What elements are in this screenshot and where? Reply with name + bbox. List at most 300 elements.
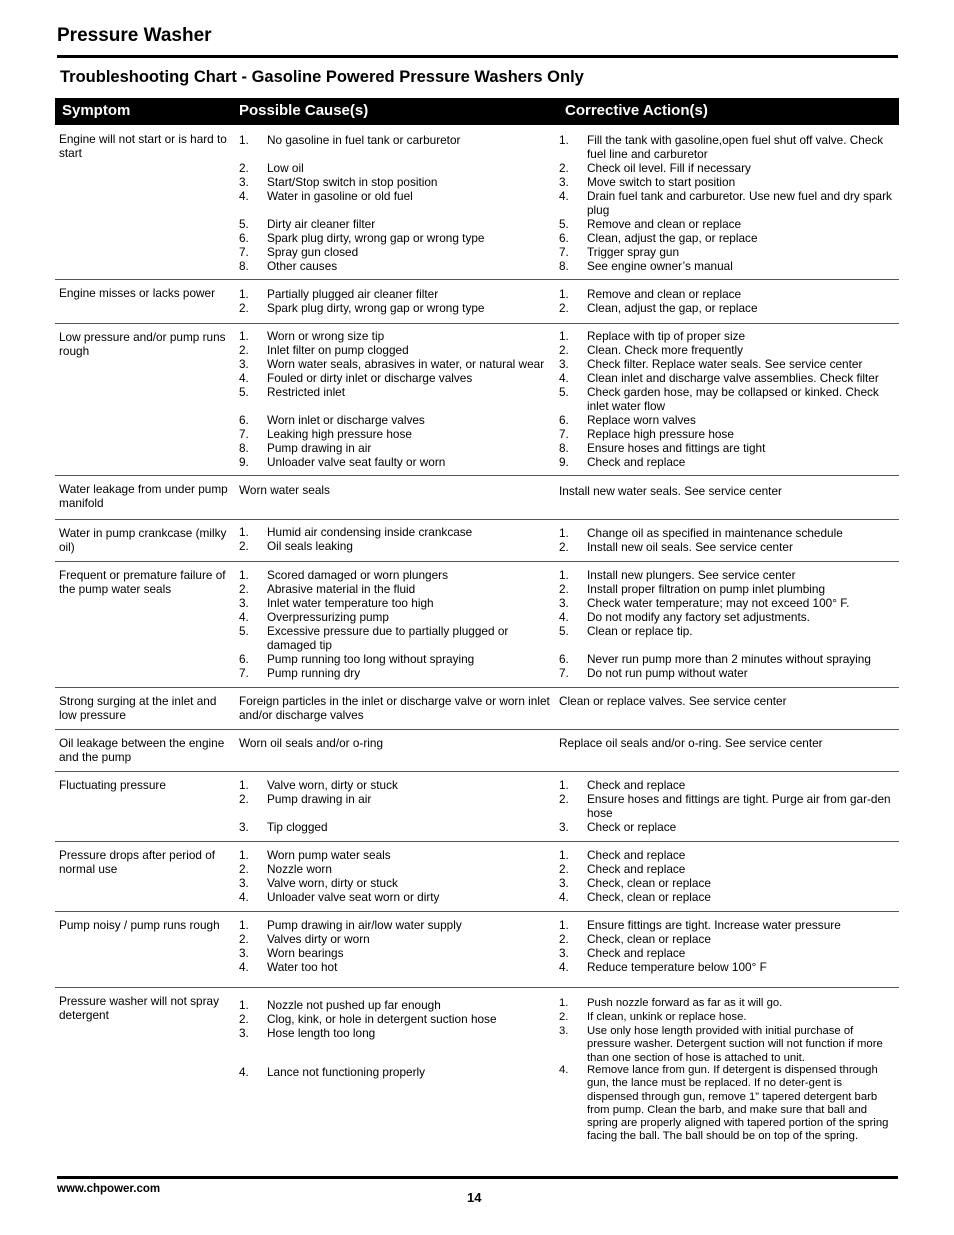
item-text: Pump running dry (267, 666, 361, 680)
item-text: Check or replace (587, 820, 677, 834)
item-text: Replace high pressure hose (587, 427, 734, 441)
item-number: 4. (559, 960, 569, 974)
action-item (559, 997, 895, 1010)
item-text: Clean or replace valves. See service center (559, 694, 787, 708)
cause-item (239, 259, 554, 273)
action-item (559, 1011, 895, 1024)
symptom-text: Strong surging at the inlet and low pressure (59, 694, 217, 722)
item-number: 1. (239, 918, 249, 932)
action-item (559, 161, 895, 175)
actions-column (559, 912, 895, 988)
item-text: Install new plungers. See service center (587, 568, 796, 582)
item-text: Check garden hose, may be collapsed or kinked. Check inlet water flow (587, 385, 879, 413)
item-number: 1. (559, 848, 569, 862)
action-item (559, 960, 895, 974)
action-item (559, 484, 895, 498)
action-item (559, 231, 895, 245)
item-text: Check, clean or replace (587, 932, 711, 946)
actions-column (559, 988, 895, 1178)
item-text: Abrasive material in the fluid (267, 582, 416, 596)
item-text: Restricted inlet (267, 385, 346, 399)
item-text: Valve worn, dirty or stuck (267, 778, 398, 792)
item-text: Unloader valve seat faulty or worn (267, 455, 446, 469)
item-text: Check filter. Replace water seals. See service center (587, 357, 863, 371)
item-text: Check and replace (587, 946, 686, 960)
cause-item (239, 890, 554, 904)
cause-item (239, 231, 554, 245)
item-text: Check oil level. Fill if necessary (587, 161, 751, 175)
action-item (559, 1064, 895, 1144)
item-number: 1. (559, 133, 569, 147)
item-text: Worn bearings (267, 946, 344, 960)
header-symptom: Symptom (62, 102, 131, 119)
item-number: 2. (239, 161, 249, 175)
item-number: 3. (239, 596, 249, 610)
item-number: 7. (559, 427, 569, 441)
item-text: Pump drawing in air (267, 441, 372, 455)
item-number: 4. (239, 371, 249, 385)
cause-item (239, 876, 554, 890)
item-text: Do not modify any factory set adjustments. (587, 610, 810, 624)
item-text: Worn water seals (239, 483, 330, 497)
item-number: 3. (559, 820, 569, 834)
item-number: 2. (239, 862, 249, 876)
actions-column (559, 324, 895, 476)
action-item (559, 427, 895, 441)
item-text: Check and replace (587, 455, 686, 469)
item-number: 8. (239, 259, 249, 273)
item-number: 8. (239, 441, 249, 455)
action-item (559, 848, 895, 862)
item-number: 2. (239, 582, 249, 596)
action-item (559, 652, 895, 666)
item-number: 1. (239, 287, 249, 301)
item-number: 7. (239, 427, 249, 441)
table-row (55, 324, 899, 476)
item-number: 4. (559, 189, 569, 203)
item-number: 4. (239, 960, 249, 974)
item-number: 2. (239, 539, 249, 553)
item-text: Do not run pump without water (587, 666, 748, 680)
action-item (559, 357, 895, 371)
item-text: Check and replace (587, 862, 686, 876)
header-causes: Possible Cause(s) (239, 102, 369, 119)
item-text: Trigger spray gun (587, 245, 680, 259)
item-text: Dirty air cleaner filter (267, 217, 376, 231)
item-number: 2. (239, 343, 249, 357)
item-text: Inlet filter on pump clogged (267, 343, 409, 357)
item-text: Water in gasoline or old fuel (267, 189, 413, 203)
cause-item (239, 189, 554, 203)
action-item (559, 175, 895, 189)
item-number: 1. (559, 568, 569, 582)
action-item (559, 301, 895, 315)
item-number: 4. (559, 890, 569, 904)
item-text: Check, clean or replace (587, 890, 711, 904)
item-number: 4. (559, 1064, 569, 1076)
cause-item (239, 427, 554, 441)
item-text: Clog, kink, or hole in detergent suction hose (267, 1012, 497, 1026)
item-number: 1. (239, 998, 249, 1012)
cause-item (239, 998, 554, 1012)
item-number: 1. (559, 918, 569, 932)
item-number: 3. (559, 596, 569, 610)
symptom-text: Pressure washer will not spray detergent (59, 994, 219, 1022)
item-text: Partially plugged air cleaner filter (267, 287, 439, 301)
item-text: Never run pump more than 2 minutes without spraying (587, 652, 871, 666)
item-text: Install new oil seals. See service center (587, 540, 793, 554)
item-text: Remove lance from gun. If detergent is dispensed through gun, the lance must be replaced. If no deter-gent is dispensed through gun, remove 1” tapered detergent barb from pump. Clean the barb, and make sure that ball and spring are properly aligned with tapered portion of the spring facing the ball. The ball should be on top of the spring. (587, 1064, 889, 1143)
item-number: 3. (239, 876, 249, 890)
actions-column (559, 688, 895, 730)
causes-column (239, 280, 554, 324)
item-text: Unloader valve seat worn or dirty (267, 890, 440, 904)
cause-item (239, 385, 554, 399)
cause-item (239, 343, 554, 357)
causes-column (239, 730, 554, 772)
item-number: 4. (559, 610, 569, 624)
item-number: 2. (559, 862, 569, 876)
cause-item (239, 371, 554, 385)
actions-column (559, 280, 895, 324)
cause-item (239, 694, 554, 722)
action-item (559, 329, 895, 343)
item-text: Lance not functioning properly (267, 1065, 426, 1079)
item-text: Ensure fittings are tight. Increase water pressure (587, 918, 841, 932)
action-item (559, 736, 895, 750)
item-number: 3. (239, 357, 249, 371)
action-item (559, 133, 895, 161)
symptom-text: Pump noisy / pump runs rough (59, 918, 220, 932)
item-text: Scored damaged or worn plungers (267, 568, 448, 582)
action-item (559, 778, 895, 792)
item-number: 2. (239, 301, 249, 315)
cause-item (239, 946, 554, 960)
item-number: 2. (239, 792, 249, 806)
item-number: 7. (239, 666, 249, 680)
action-item (559, 385, 895, 413)
item-number: 3. (559, 1025, 569, 1037)
item-number: 6. (239, 231, 249, 245)
item-number: 5. (559, 385, 569, 399)
item-text: Ensure hoses and fittings are tight. Purge air from gar-den hose (587, 792, 891, 820)
item-text: Inlet water temperature too high (267, 596, 434, 610)
cause-item (239, 792, 554, 806)
action-item (559, 890, 895, 904)
action-item (559, 792, 895, 820)
symptom-text: Water leakage from under pump manifold (59, 482, 228, 510)
action-item (559, 582, 895, 596)
table-row (55, 688, 899, 730)
item-text: Check water temperature; may not exceed 100° F. (587, 596, 850, 610)
item-text: Low oil (267, 161, 304, 175)
action-item (559, 441, 895, 455)
action-item (559, 1025, 895, 1065)
item-text: Foreign particles in the inlet or discharge valve or worn inlet and/or discharge valves (239, 694, 550, 722)
item-number: 6. (239, 413, 249, 427)
action-item (559, 189, 895, 217)
actions-column (559, 476, 895, 520)
item-text: Worn inlet or discharge valves (267, 413, 425, 427)
cause-item (239, 596, 554, 610)
symptom-text: Oil leakage between the engine and the pump (59, 736, 225, 764)
action-item (559, 413, 895, 427)
chart-title: Troubleshooting Chart - Gasoline Powered Pressure Washers Only (60, 68, 584, 86)
cause-item (239, 666, 554, 680)
causes-column (239, 772, 554, 842)
item-text: Install proper filtration on pump inlet plumbing (587, 582, 826, 596)
item-number: 1. (239, 133, 249, 147)
item-number: 3. (239, 820, 249, 834)
item-number: 2. (559, 582, 569, 596)
item-text: Check, clean or replace (587, 876, 711, 890)
actions-column (559, 730, 895, 772)
page-number: 14 (467, 1190, 482, 1205)
action-item (559, 820, 895, 834)
item-text: Clean inlet and discharge valve assemblies. Check filter (587, 371, 879, 385)
item-text: Clean or replace tip. (587, 624, 693, 638)
item-number: 1. (559, 778, 569, 792)
item-number: 4. (559, 371, 569, 385)
causes-column (239, 988, 554, 1178)
item-text: Water too hot (267, 960, 338, 974)
symptom-text: Frequent or premature failure of the pump water seals (59, 568, 226, 596)
item-text: Nozzle worn (267, 862, 332, 876)
item-number: 3. (559, 357, 569, 371)
item-text: Start/Stop switch in stop position (267, 175, 438, 189)
actions-column (559, 562, 895, 688)
cause-item (239, 862, 554, 876)
action-item (559, 540, 895, 554)
item-text: Worn or wrong size tip (267, 329, 385, 343)
cause-item (239, 848, 554, 862)
item-text: Valve worn, dirty or stuck (267, 876, 398, 890)
item-number: 4. (239, 1065, 249, 1079)
causes-column (239, 126, 554, 280)
cause-item (239, 610, 554, 624)
actions-column (559, 772, 895, 842)
cause-item (239, 455, 554, 469)
action-item (559, 455, 895, 469)
item-text: Pump drawing in air (267, 792, 372, 806)
cause-item (239, 301, 554, 315)
item-text: Clean, adjust the gap, or replace (587, 301, 758, 315)
item-text: Use only hose length provided with initial purchase of pressure washer. Detergent suction will not function if more than one section of hose is attached to unit. (587, 1025, 883, 1064)
item-text: Pump running too long without spraying (267, 652, 475, 666)
table-row (55, 280, 899, 324)
cause-item (239, 287, 554, 301)
item-text: Hose length too long (267, 1026, 376, 1040)
causes-column (239, 520, 554, 562)
symptom-text: Low pressure and/or pump runs rough (59, 330, 226, 358)
causes-column (239, 912, 554, 988)
table-row (55, 912, 899, 988)
item-number: 1. (559, 526, 569, 540)
action-item (559, 596, 895, 610)
cause-item (239, 582, 554, 596)
item-number: 6. (559, 231, 569, 245)
cause-item (239, 441, 554, 455)
item-number: 3. (239, 946, 249, 960)
cause-item (239, 568, 554, 582)
item-number: 2. (559, 301, 569, 315)
item-text: Change oil as specified in maintenance schedule (587, 526, 843, 540)
item-number: 9. (559, 455, 569, 469)
cause-item (239, 329, 554, 343)
item-text: Spray gun closed (267, 245, 359, 259)
cause-item (239, 245, 554, 259)
table-row (55, 842, 899, 912)
item-text: No gasoline in fuel tank or carburetor (267, 133, 461, 147)
footer-url: www.chpower.com (57, 1183, 161, 1195)
item-text: Excessive pressure due to partially plugged or damaged tip (267, 624, 509, 652)
item-number: 2. (559, 161, 569, 175)
table-row (55, 730, 899, 772)
item-number: 5. (239, 385, 249, 399)
cause-item (239, 1065, 554, 1079)
item-text: Replace worn valves (587, 413, 696, 427)
item-number: 8. (559, 259, 569, 273)
table-row (55, 126, 899, 280)
item-number: 7. (559, 666, 569, 680)
action-item (559, 526, 895, 540)
item-number: 4. (239, 890, 249, 904)
item-number: 6. (559, 413, 569, 427)
cause-item (239, 539, 554, 553)
cause-item (239, 161, 554, 175)
item-text: Fouled or dirty inlet or discharge valves (267, 371, 473, 385)
header-actions: Corrective Action(s) (565, 102, 708, 119)
item-number: 1. (239, 848, 249, 862)
table-row (55, 772, 899, 842)
item-number: 8. (559, 441, 569, 455)
item-number: 4. (239, 610, 249, 624)
action-item (559, 259, 895, 273)
actions-column (559, 842, 895, 912)
cause-item (239, 960, 554, 974)
item-number: 5. (239, 624, 249, 638)
page-title: Pressure Washer (57, 25, 212, 46)
item-text: Worn pump water seals (267, 848, 391, 862)
cause-item (239, 932, 554, 946)
item-text: Nozzle not pushed up far enough (267, 998, 441, 1012)
item-text: Overpressurizing pump (267, 610, 389, 624)
item-number: 3. (239, 1026, 249, 1040)
action-item (559, 287, 895, 301)
item-number: 1. (239, 778, 249, 792)
item-number: 3. (559, 876, 569, 890)
symptom-text: Water in pump crankcase (milky oil) (59, 526, 227, 554)
item-text: Fill the tank with gasoline,open fuel shut off valve. Check fuel line and carburetor (587, 133, 884, 161)
item-number: 4. (239, 189, 249, 203)
action-item (559, 371, 895, 385)
item-text: Tip clogged (267, 820, 328, 834)
cause-item (239, 1026, 554, 1040)
cause-item (239, 413, 554, 427)
item-number: 2. (559, 1011, 569, 1023)
item-text: Other causes (267, 259, 338, 273)
action-item (559, 245, 895, 259)
symptom-text: Fluctuating pressure (59, 778, 166, 792)
item-text: Clean, adjust the gap, or replace (587, 231, 758, 245)
cause-item (239, 1012, 554, 1026)
table-row (55, 520, 899, 562)
actions-column (559, 126, 895, 280)
item-text: Remove and clean or replace (587, 287, 742, 301)
action-item (559, 694, 895, 708)
item-text: See engine owner’s manual (587, 259, 733, 273)
action-item (559, 946, 895, 960)
cause-item (239, 778, 554, 792)
action-item (559, 610, 895, 624)
action-item (559, 932, 895, 946)
table-header (55, 98, 899, 125)
item-number: 2. (239, 932, 249, 946)
causes-column (239, 476, 554, 520)
item-text: Check and replace (587, 848, 686, 862)
bottom-divider (57, 1176, 898, 1179)
item-text: Humid air condensing inside crankcase (267, 525, 473, 539)
item-text: Pump drawing in air/low water supply (267, 918, 462, 932)
table-row (55, 562, 899, 688)
item-text: Reduce temperature below 100° F (587, 960, 767, 974)
item-number: 2. (559, 343, 569, 357)
item-text: Leaking high pressure hose (267, 427, 412, 441)
item-number: 5. (239, 217, 249, 231)
item-number: 9. (239, 455, 249, 469)
action-item (559, 217, 895, 231)
item-number: 5. (559, 217, 569, 231)
item-number: 1. (559, 287, 569, 301)
item-text: Push nozzle forward as far as it will go. (587, 997, 783, 1009)
causes-column (239, 688, 554, 730)
cause-item (239, 820, 554, 834)
item-number: 2. (559, 792, 569, 806)
item-text: Worn water seals, abrasives in water, or natural wear (267, 357, 545, 371)
item-number: 7. (239, 245, 249, 259)
top-divider (57, 55, 898, 58)
item-number: 6. (239, 652, 249, 666)
cause-item (239, 624, 554, 652)
symptom-text: Pressure drops after period of normal use (59, 848, 216, 876)
item-number: 3. (239, 175, 249, 189)
item-number: 1. (239, 329, 249, 343)
item-text: Check and replace (587, 778, 686, 792)
item-number: 2. (559, 932, 569, 946)
item-number: 7. (559, 245, 569, 259)
action-item (559, 343, 895, 357)
item-number: 6. (559, 652, 569, 666)
item-number: 2. (239, 1012, 249, 1026)
item-text: Ensure hoses and fittings are tight (587, 441, 766, 455)
item-text: Spark plug dirty, wrong gap or wrong type (267, 301, 485, 315)
item-number: 5. (559, 624, 569, 638)
actions-column (559, 520, 895, 562)
causes-column (239, 562, 554, 688)
item-number: 1. (559, 329, 569, 343)
cause-item (239, 133, 554, 147)
action-item (559, 876, 895, 890)
cause-item (239, 175, 554, 189)
action-item (559, 666, 895, 680)
item-text: Install new water seals. See service center (559, 484, 782, 498)
symptom-text: Engine will not start or is hard to start (59, 132, 227, 160)
item-text: Worn oil seals and/or o-ring (239, 736, 384, 750)
item-number: 1. (559, 997, 569, 1009)
item-text: Move switch to start position (587, 175, 736, 189)
action-item (559, 918, 895, 932)
action-item (559, 862, 895, 876)
